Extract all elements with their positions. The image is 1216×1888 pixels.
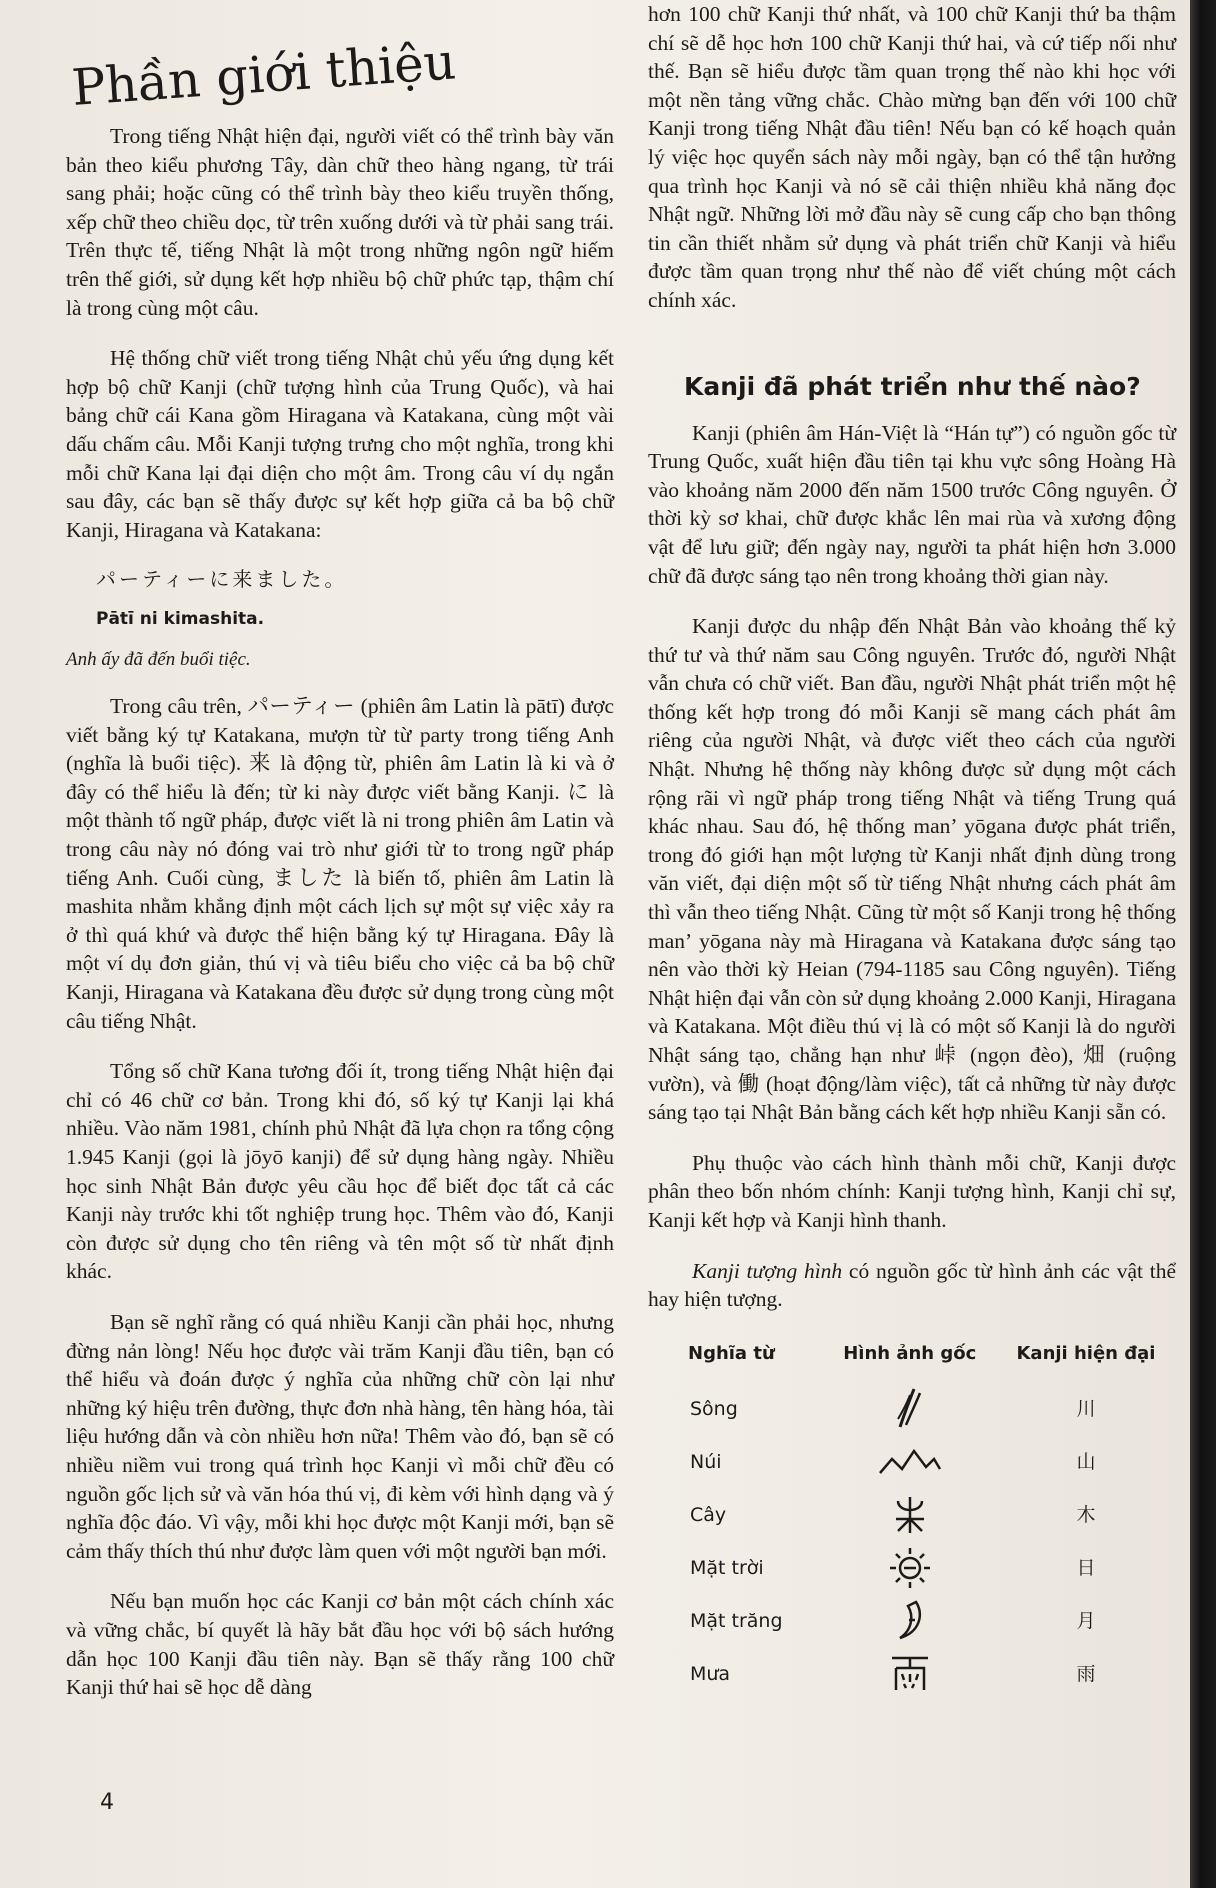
pictograph-term: Kanji tượng hình bbox=[692, 1258, 843, 1283]
example-translation: Anh ấy đã đến buổi tiệc. bbox=[66, 648, 251, 670]
table-header-row bbox=[648, 1340, 1176, 1383]
row-meaning: Mặt trăng bbox=[690, 1609, 783, 1632]
header-meaning: Nghĩa từ bbox=[688, 1342, 775, 1364]
example-japanese: パーティーに来ました。 bbox=[96, 569, 348, 592]
left-column bbox=[66, 0, 614, 1724]
paragraph-intro-3: Trong câu trên, パーティー (phiên âm Latin là pātī) được viết bằng ký tự Katakana, mượn từ từ party trong tiếng Anh (nghĩa là buổi tiệc). 来 là động từ, phiên âm Latin là ki và ở đây có thể hiểu là đến; từ ki này được viết bằng Kanji. に là một thành tố ngữ pháp, được viết là ni trong phiên âm Latin và trong câu này nó đóng vai trò như giới từ to trong ngữ pháp tiếng Anh. Cuối cùng, ました là biến tố, phiên âm Latin là mashita nhằm khẳng định một cách lịch sự một sự việc xảy ra ở thì quá khứ và được thể hiện bằng ký tự Hiragana. Đây là một ví dụ đơn giản, thú vị và tiêu biểu cho việc cả ba bộ chữ Kanji, Hiragana và Katakana đều được sử dụng trong cùng một câu tiếng Nhật. bbox=[66, 694, 614, 1033]
row-meaning: Cây bbox=[690, 1503, 727, 1526]
row-modern-kanji: 川 bbox=[1076, 1397, 1096, 1420]
row-meaning: Mặt trời bbox=[690, 1556, 764, 1579]
table-row bbox=[648, 1435, 1176, 1488]
row-meaning: Mưa bbox=[690, 1662, 731, 1685]
header-original-picture: Hình ảnh gốc bbox=[843, 1342, 977, 1364]
paragraph-history-1: Kanji (phiên âm Hán-Việt là “Hán tự”) có nguồn gốc từ Trung Quốc, xuất hiện đầu tiên tại khu vực sông Hoàng Hà vào khoảng năm 2000 đến năm 1500 trước Công nguyên. Ở thời kỳ sơ khai, chữ được khắc lên mai rùa và xương động vật để lưu giữ; đến ngày nay, người ta phát hiện hơn 3.000 chữ đã được sáng tạo nên trong khoảng thời gian này. bbox=[648, 420, 1176, 588]
river-pictograph-icon bbox=[824, 1382, 996, 1435]
table-row bbox=[648, 1541, 1176, 1594]
paragraph-intro-6: Nếu bạn muốn học các Kanji cơ bản một cách chính xác và vững chắc, bí quyết là hãy bắt đầu học với bộ sách hướng dẫn học 100 Kanji đầu tiên này. Bạn sẽ thấy rằng 100 chữ Kanji thứ hai sẽ học dễ dàng bbox=[66, 1589, 614, 1700]
paragraph-intro-4: Tổng số chữ Kana tương đối ít, trong tiếng Nhật hiện đại chỉ có 46 chữ cơ bản. Trong khi đó, số ký tự Kanji lại khá nhiều. Vào năm 1981, chính phủ Nhật đã lựa chọn ra tổng cộng 1.945 Kanji (gọi là jōyō kanji) để sử dụng hàng ngày. Nhiều học sinh Nhật Bản được yêu cầu học để biết đọc tất cả các Kanji này trước khi tốt nghiệp trung học. Thêm vào đó, Kanji còn được sử dụng cho tên riêng và tên một số từ nhất định khác. bbox=[66, 1059, 614, 1284]
tree-pictograph-icon bbox=[824, 1488, 996, 1541]
book-spine-edge bbox=[1190, 0, 1216, 1888]
table-row bbox=[648, 1382, 1176, 1435]
header-modern-kanji: Kanji hiện đại bbox=[1016, 1342, 1156, 1364]
row-modern-kanji: 山 bbox=[1076, 1450, 1096, 1473]
row-modern-kanji: 木 bbox=[1076, 1503, 1096, 1526]
row-modern-kanji: 月 bbox=[1076, 1609, 1096, 1632]
paragraph-history-2: Kanji được du nhập đến Nhật Bản vào khoảng thế kỷ thứ tư và thứ năm sau Công nguyên. Trước đó, người Nhật vẫn chưa có chữ viết. Ban đầu, người Nhật phát triển một hệ thống kết hợp trong đó mỗi Kanji sẽ mang cách phát âm riêng của người Nhật, và được viết theo cách của người Nhật. Nhưng hệ thống này không được sử dụng một cách rộng rãi vì ngữ pháp trong tiếng Nhật và tiếng Trung quá khác nhau. Sau đó, hệ thống man’ yōgana được phát triển, trong đó giới hạn một lượng từ Kanji nhất định dùng trong văn viết, đại diện một số từ tiếng Nhật nhưng cách phát âm thì vẫn theo tiếng Nhật. Cũng từ một số Kanji trong hệ thống man’ yōgana này mà Hiragana và Katakana được sáng tạo nên vào thời kỳ Heian (794-1185 sau Công nguyên). Tiếng Nhật hiện đại vẫn còn sử dụng khoảng 2.000 Kanji, Hiragana và Katakana. Một điều thú vị là có một số Kanji là do người Nhật sáng tạo, chẳng hạn như 峠 (ngọn đèo), 畑 (ruộng vườn), và 働 (hoạt động/làm việc), tất cả những từ này được sáng tạo tại Nhật Bản bằng cách kết hợp nhiều Kanji sẵn có. bbox=[648, 614, 1176, 1125]
paragraph-intro-2: Hệ thống chữ viết trong tiếng Nhật chủ yếu ứng dụng kết hợp bộ chữ Kanji (chữ tượng hình của Trung Quốc), và hai bảng chữ cái Kana gồm Hiragana và Katakana, cùng một vài dấu chấm câu. Mỗi Kanji tượng trưng cho một nghĩa, trong khi mỗi chữ Kana lại đại diện cho một âm. Trong câu ví dụ ngắn sau đây, các bạn sẽ thấy được sự kết hợp giữa cả ba bộ chữ Kanji, Hiragana và Katakana: bbox=[66, 346, 614, 542]
row-meaning: Núi bbox=[690, 1450, 722, 1473]
row-modern-kanji: 雨 bbox=[1076, 1662, 1096, 1685]
pictograph-table bbox=[648, 1340, 1176, 1701]
page-number: 4 bbox=[100, 1790, 114, 1815]
table-row bbox=[648, 1488, 1176, 1541]
rain-pictograph-icon bbox=[824, 1647, 996, 1700]
row-meaning: Sông bbox=[690, 1397, 738, 1420]
mountain-pictograph-icon bbox=[824, 1435, 996, 1488]
paragraph-intro-5: Bạn sẽ nghĩ rằng có quá nhiều Kanji cần phải học, nhưng đừng nản lòng! Nếu học được vài trăm Kanji đầu tiên, bạn có thể hiểu và đoán được ý nghĩa của những chữ còn lại như những ký hiệu trên đường, thực đơn nhà hàng, tên hàng hóa, tài liệu hướng dẫn và còn nhiều hơn nữa! Thêm vào đó, bạn sẽ có nhiều niềm vui trong quá trình học Kanji vì mỗi chữ đều có nguồn gốc lịch sử và văn hóa thú vị, đi kèm với hình dạng và ý nghĩa độc đáo. Vì vậy, mỗi khi học được một Kanji mới, bạn sẽ cảm thấy thích thú như được làm quen với một người bạn mới. bbox=[66, 1309, 614, 1563]
paragraph-intro-1: Trong tiếng Nhật hiện đại, người viết có thể trình bày văn bản theo kiểu phương Tây, dàn chữ theo hàng ngang, từ trái sang phải; hoặc cũng có thể trình bày theo kiểu truyền thống, xếp chữ theo chiều dọc, từ trên xuống dưới và từ phải sang trái. Trên thực tế, tiếng Nhật là một trong những ngôn ngữ hiếm trên thế giới, sử dụng kết hợp nhiều bộ chữ phức tạp, thậm chí là trong cùng một câu. bbox=[66, 124, 614, 320]
paragraph-history-4 bbox=[648, 1257, 1176, 1314]
pictograph-description: có nguồn gốc từ hình ảnh các vật thể hay hiện tượng. bbox=[648, 1258, 1176, 1312]
paragraph-history-3: Phụ thuộc vào cách hình thành mỗi chữ, Kanji được phân theo bốn nhóm chính: Kanji tượng hình, Kanji chỉ sự, Kanji kết hợp và Kanji hình thanh. bbox=[648, 1150, 1176, 1232]
sun-pictograph-icon bbox=[824, 1541, 996, 1594]
table-row bbox=[648, 1594, 1176, 1647]
page-title: Phần giới thiệu bbox=[69, 32, 458, 118]
table-row bbox=[648, 1647, 1176, 1700]
moon-pictograph-icon bbox=[824, 1594, 996, 1647]
right-column bbox=[648, 0, 1176, 1700]
example-romaji: Pātī ni kimashita. bbox=[96, 608, 265, 629]
section-heading: Kanji đã phát triển như thế nào? bbox=[684, 371, 1141, 401]
paragraph-continuation: hơn 100 chữ Kanji thứ nhất, và 100 chữ Kanji thứ ba thậm chí sẽ dễ học hơn 100 chữ Kanji thứ hai, và cứ tiếp nối như thế. Bạn sẽ hiểu được tầm quan trọng thế nào khi học với một nền tảng vững chắc. Chào mừng bạn đến với 100 chữ Kanji trong tiếng Nhật đầu tiên! Nếu bạn có kế hoạch quản lý việc học quyển sách này mỗi ngày, bạn có thể tận hưởng qua trình học Kanji và nó sẽ cải thiện nhiều khả năng đọc Nhật ngữ. Những lời mở đầu này sẽ cung cấp cho bạn thông tin cần thiết nhằm sử dụng và phát triển chữ Kanji và hiểu được tầm quan trọng như thế nào để viết chúng một cách chính xác. bbox=[648, 2, 1176, 312]
row-modern-kanji: 日 bbox=[1076, 1556, 1096, 1579]
